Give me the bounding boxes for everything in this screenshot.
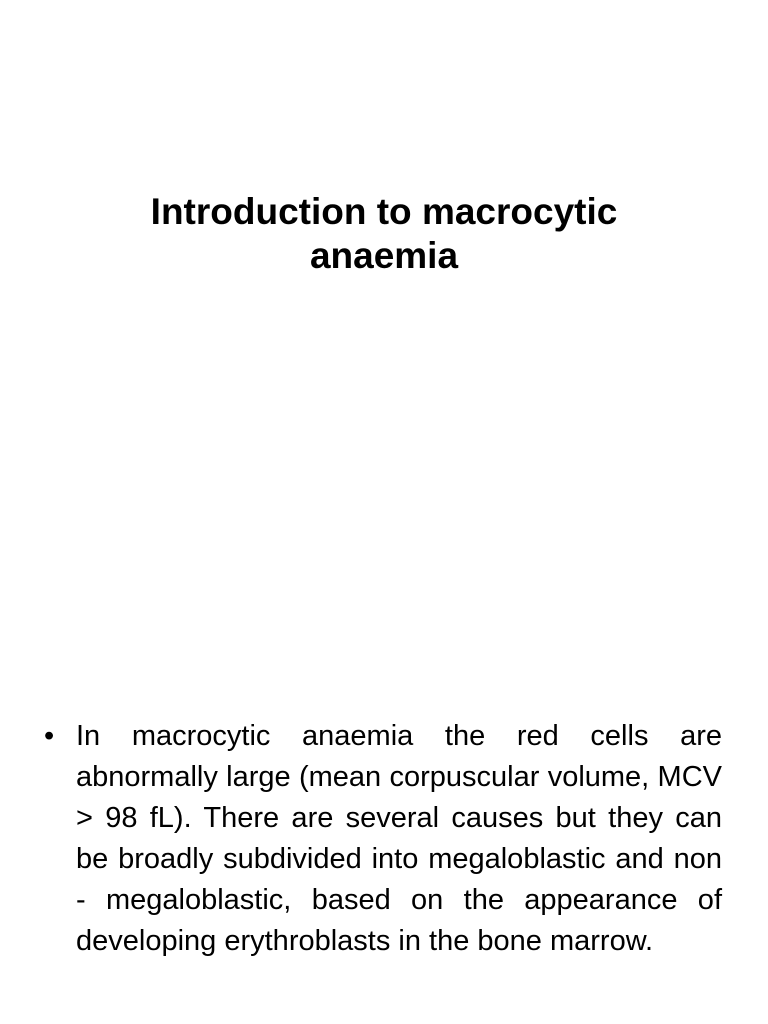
slide-title	[60, 190, 708, 279]
bullet-text: In macrocytic anaemia the red cells are abnormally large (mean corpuscular volume, MCV > 98 fL). There are several causes but they can be broadly subdivided into megaloblastic and non - megaloblastic, based on the appearance of developing erythroblasts in the bone marrow.	[76, 720, 722, 957]
bullet-list	[42, 716, 722, 962]
bullet-item	[42, 716, 722, 962]
slide-title-line-1: Introduction to macrocytic	[150, 191, 618, 232]
slide-title-line-2: anaemia	[309, 235, 459, 277]
bullet-dot-icon: •	[44, 720, 55, 752]
